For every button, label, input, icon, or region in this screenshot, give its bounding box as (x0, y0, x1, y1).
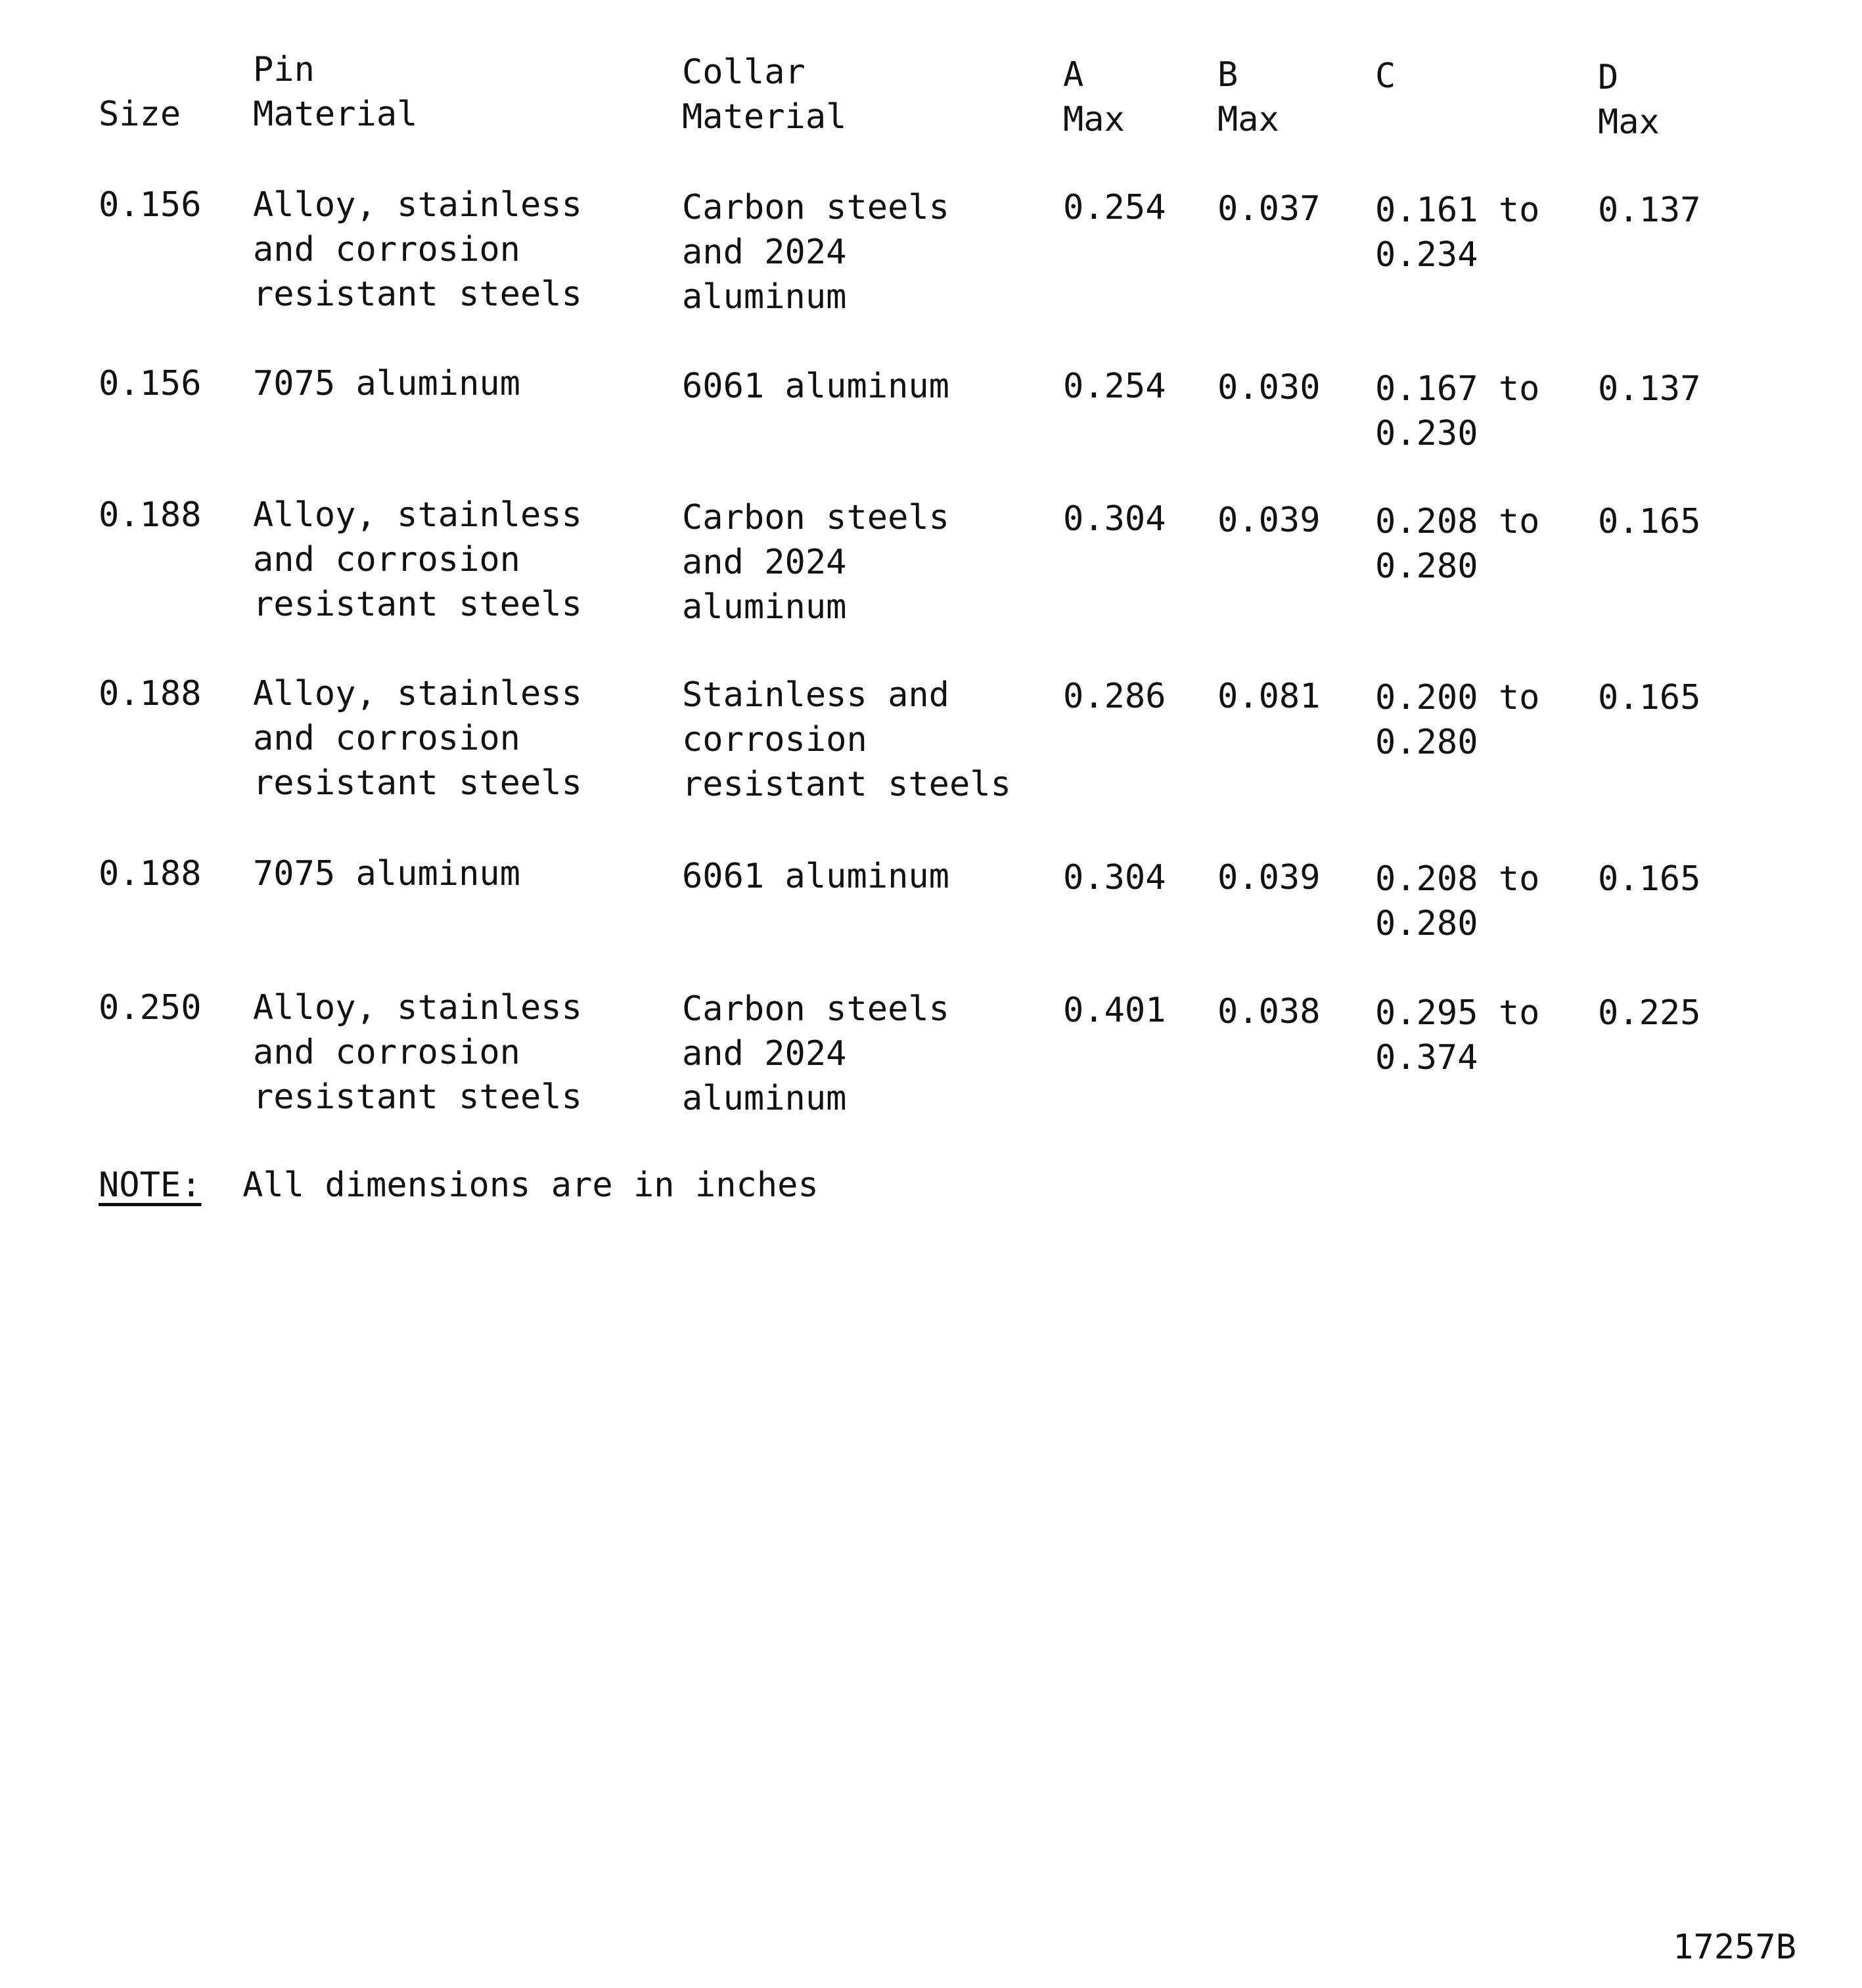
header-collar-line2: Material (682, 97, 847, 137)
cell-d-max: 0.225 (1598, 993, 1701, 1033)
cell-collar-material: Carbon steels and 2024 aluminum (682, 498, 949, 627)
cell-b-max: 0.030 (1217, 368, 1321, 407)
header-pin-line2: Material (253, 95, 418, 134)
note-text: All dimensions are in inches (242, 1165, 819, 1205)
cell-collar-material: 6061 aluminum (682, 857, 949, 896)
cell-pin-material: 7075 aluminum (253, 364, 520, 403)
cell-c: 0.208 to 0.280 (1375, 502, 1540, 586)
cell-c: 0.208 to 0.280 (1375, 859, 1540, 943)
cell-a-max: 0.304 (1063, 499, 1166, 539)
cell-b-max: 0.037 (1217, 189, 1321, 229)
cell-b-max: 0.039 (1217, 501, 1321, 540)
cell-collar-material: Carbon steels and 2024 aluminum (682, 989, 949, 1118)
cell-a-max: 0.254 (1063, 367, 1166, 406)
cell-pin-material: 7075 aluminum (253, 854, 520, 893)
cell-a-max: 0.401 (1063, 991, 1166, 1030)
cell-b-max: 0.038 (1217, 992, 1321, 1031)
cell-pin-material: Alloy, stainless and corrosion resistant steels (253, 495, 582, 624)
cell-c: 0.161 to 0.234 (1375, 191, 1540, 275)
cell-c: 0.295 to 0.374 (1375, 993, 1540, 1077)
header-pin-line1: Pin (253, 50, 315, 89)
cell-size: 0.250 (99, 988, 202, 1028)
header-a-line1: A (1063, 55, 1084, 95)
cell-d-max: 0.165 (1598, 859, 1701, 899)
header-size: Size (99, 95, 181, 134)
cell-d-max: 0.165 (1598, 502, 1701, 541)
cell-size: 0.188 (99, 674, 202, 713)
header-d-line1: D (1598, 58, 1619, 97)
header-collar-line1: Collar (682, 53, 806, 92)
cell-d-max: 0.137 (1598, 369, 1701, 409)
cell-pin-material: Alloy, stainless and corrosion resistant steels (253, 185, 582, 314)
cell-collar-material: 6061 aluminum (682, 367, 949, 406)
cell-b-max: 0.081 (1217, 677, 1321, 716)
header-d-line2: Max (1598, 102, 1660, 142)
cell-b-max: 0.039 (1217, 858, 1321, 897)
document-number: 17257B (1673, 1928, 1796, 1967)
cell-size: 0.156 (99, 185, 202, 225)
cell-c: 0.200 to 0.280 (1375, 678, 1540, 762)
cell-pin-material: Alloy, stainless and corrosion resistant steels (253, 988, 582, 1117)
header-b-line1: B (1217, 55, 1238, 95)
cell-a-max: 0.304 (1063, 858, 1166, 897)
header-c: C (1375, 56, 1396, 96)
cell-a-max: 0.254 (1063, 188, 1166, 227)
cell-collar-material: Carbon steels and 2024 aluminum (682, 188, 949, 317)
header-b-line2: Max (1217, 100, 1279, 139)
cell-size: 0.156 (99, 364, 202, 403)
cell-a-max: 0.286 (1063, 677, 1166, 716)
header-a-line2: Max (1063, 100, 1125, 139)
cell-pin-material: Alloy, stainless and corrosion resistant steels (253, 674, 582, 803)
note-label: NOTE: (99, 1165, 202, 1205)
footnote (99, 1163, 819, 1208)
cell-d-max: 0.137 (1598, 191, 1701, 230)
cell-d-max: 0.165 (1598, 678, 1701, 717)
cell-c: 0.167 to 0.230 (1375, 369, 1540, 453)
cell-size: 0.188 (99, 495, 202, 535)
cell-size: 0.188 (99, 854, 202, 893)
cell-collar-material: Stainless and corrosion resistant steels (682, 675, 1011, 804)
